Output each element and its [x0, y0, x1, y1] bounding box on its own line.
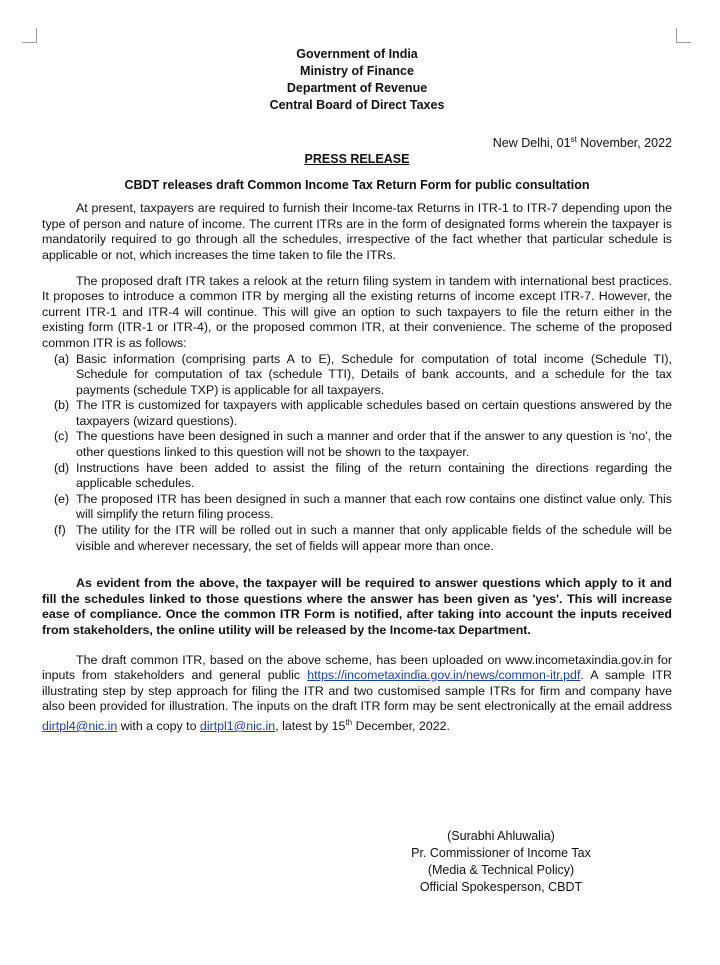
date-suffix-sup: st	[570, 135, 577, 144]
list-item	[42, 398, 672, 429]
paragraph-4-part-3: with a copy to	[117, 719, 200, 734]
list-item-text: The ITR is customized for taxpayers with applicable schedules based on certain questions answered by the taxpayers (wizard questions).	[76, 398, 672, 428]
press-release-document	[42, 46, 672, 735]
signatory-name: (Surabhi Ahluwalia)	[447, 829, 555, 843]
paragraph-4-sup: th	[345, 717, 353, 727]
list-item-text: The proposed ITR has been designed in such a manner that each row contains one distinct value only. This will simplify the return filing process.	[76, 491, 672, 522]
paragraph-2: The proposed draft ITR takes a relook at the return filing system in tandem with international best practices. It proposes to introduce a common ITR by merging all the existing returns of income except ITR-7. However, the current ITR-1 and ITR-4 will continue. This will give an option to such taxpayers to file the return either in the existing form (ITR-1 or ITR-4), or the proposed common ITR, at their convenience. The scheme of the proposed common ITR is as follows:	[42, 273, 672, 350]
paragraph-3-bold: As evident from the above, the taxpayer will be required to answer questions which apply to it and fill the schedules linked to those questions where the answer has been given as 'yes'. This will increase ease of compliance. Once the common ITR Form is notified, after taking into account the inputs received from stakeholders, the online utility will be released by the Income-tax Department.	[42, 576, 672, 637]
list-item	[42, 492, 672, 523]
list-item-label: (f)	[54, 523, 66, 538]
date-line	[42, 132, 672, 151]
paragraph-4-part-5: December, 2022.	[352, 719, 450, 734]
email-link-dirtpl1[interactable]: dirtpl1@nic.in	[199, 719, 276, 734]
common-itr-pdf-link[interactable]: https://incometaxindia.gov.in/news/common-itr.pdf	[307, 668, 581, 683]
list-item-label: (d)	[54, 460, 70, 475]
list-item-text: Basic information (comprising parts A to E), Schedule for computation of total income (Schedule TI), Schedule for computation of tax (schedule TTI), Details of bank accounts, and a schedule for the tax payments (schedule TXP) is applicable for all taxpayers.	[76, 351, 672, 397]
letterhead-line-1: Government of India	[296, 47, 418, 61]
list-item-text: The questions have been designed in such a manner and order that if the answer to any question is 'no', the other questions linked to this question will not be shown to the taxpayer.	[76, 429, 672, 460]
letterhead	[42, 46, 672, 114]
signature-block	[376, 828, 626, 896]
list-item	[42, 352, 672, 399]
date-month-year: November, 2022	[576, 136, 672, 151]
crop-mark-top-left	[22, 28, 37, 43]
list-item-text: The utility for the ITR will be rolled out in such a manner that only applicable fields of the schedule will be visible and wherever necessary, the set of fields will appear more than once.	[76, 523, 672, 553]
signatory-title-1: Pr. Commissioner of Income Tax	[411, 846, 591, 860]
list-item	[42, 523, 672, 554]
list-item-label: (e)	[54, 491, 70, 506]
signatory-title-3: Official Spokesperson, CBDT	[419, 880, 583, 894]
list-item-label: (b)	[54, 398, 70, 413]
list-item	[42, 461, 672, 492]
list-item-text: Instructions have been added to assist the filing of the return containing the directions regarding the applicable schedules.	[76, 460, 672, 491]
crop-mark-top-right	[676, 28, 691, 43]
letterhead-line-4: Central Board of Direct Taxes	[269, 98, 445, 112]
email-link-dirtpl4[interactable]: dirtpl4@nic.in	[42, 719, 118, 734]
press-release-heading: PRESS RELEASE	[304, 152, 410, 167]
list-item-label: (c)	[54, 429, 69, 444]
paragraph-1: At present, taxpayers are required to furnish their Income-tax Returns in ITR-1 to ITR-7 depending upon the type of person and nature of income. The current ITRs are in the form of designated forms wherein the taxpayer is mandatorily required to go through all the schedules, irrespective of the fact whether that particular schedule is applicable or not, which increases the time taken to file the ITRs.	[42, 201, 672, 262]
paragraph-4	[42, 653, 672, 735]
subject-heading: CBDT releases draft Common Income Tax Return Form for public consultation	[124, 178, 590, 193]
paragraph-4-part-2: . A sample ITR illustrating step by step approach for filing the ITR and two customised sample ITRs for firm and company have also been provided for illustration. The inputs on the draft ITR form may be sent electronically at the email address	[42, 668, 672, 714]
list-item	[42, 429, 672, 460]
letterhead-line-2: Ministry of Finance	[300, 64, 414, 78]
paragraph-4-part-4: , latest by 15	[275, 719, 346, 734]
list-item-label: (a)	[54, 351, 70, 366]
letterhead-line-3: Department of Revenue	[286, 81, 428, 95]
signatory-title-2: (Media & Technical Policy)	[427, 863, 575, 877]
paragraph-4-part-1: The draft common ITR, based on the above scheme, has been uploaded on www.incometaxindia.gov.in for inputs from stakeholders and general public	[42, 652, 672, 683]
date-prefix: New Delhi, 01	[492, 136, 571, 151]
scheme-list	[42, 352, 672, 555]
